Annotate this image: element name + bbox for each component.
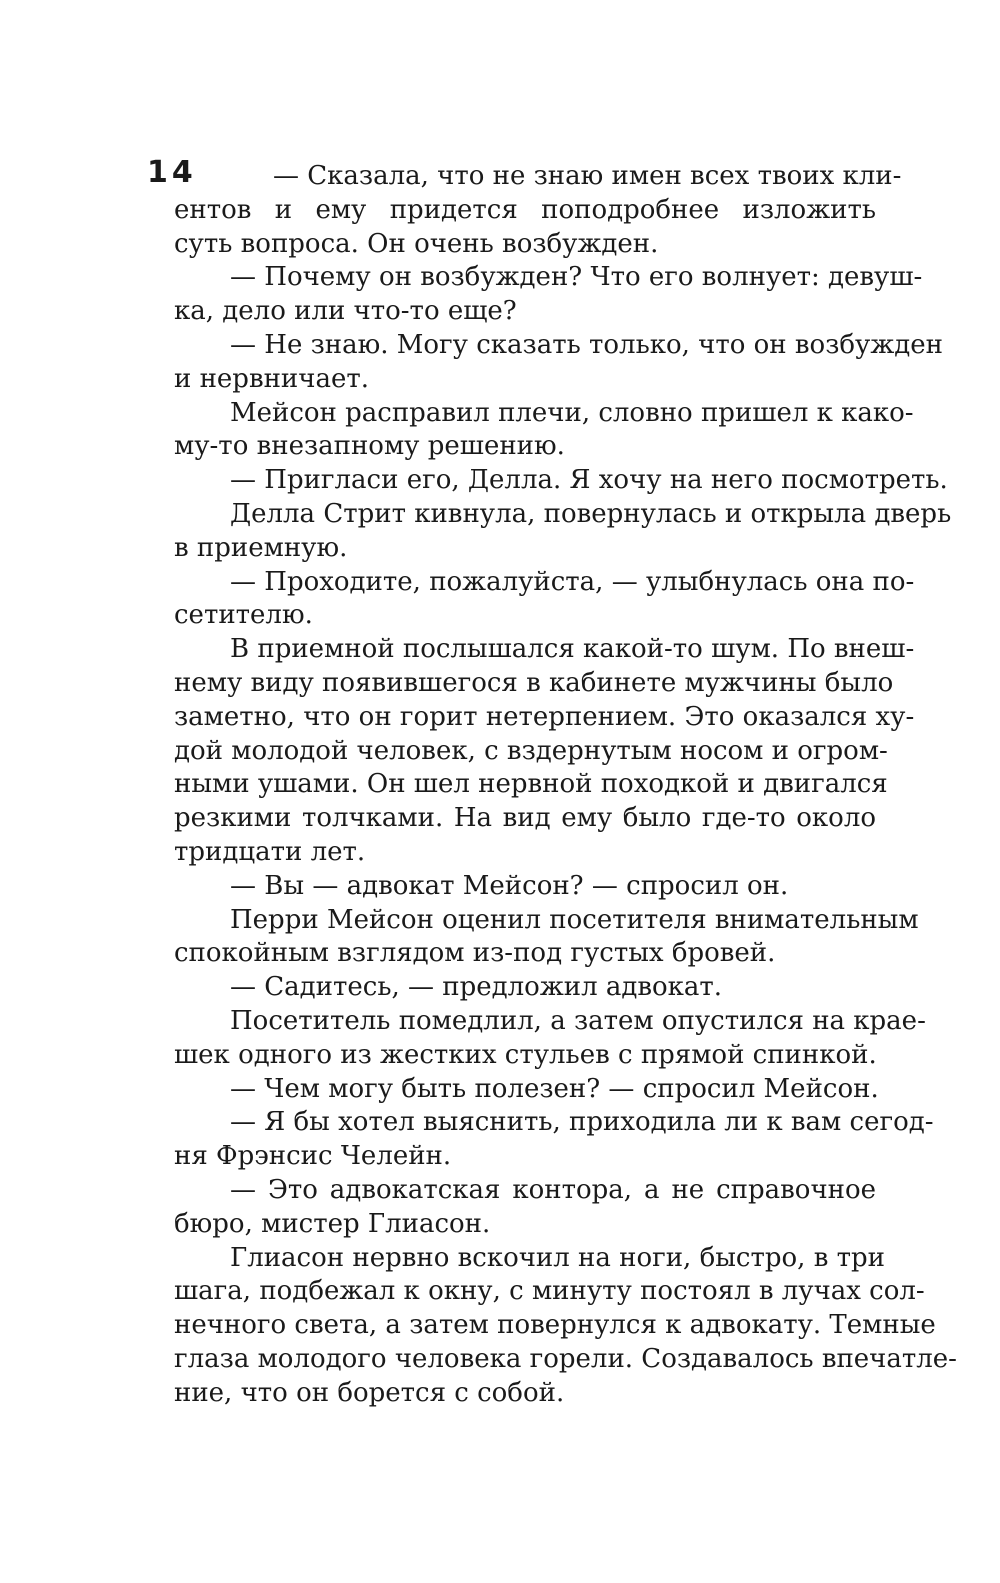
text-line: — Я бы хотел выяснить, приходила ли к вам сегод-	[230, 1107, 934, 1138]
text-line: суть вопроса. Он очень возбужден.	[174, 228, 659, 259]
text-line: нечного света, а затем повернулся к адвокату. Темные	[174, 1310, 936, 1341]
text-line: глаза молодого человека горели. Создавалось впечатле-	[174, 1343, 957, 1374]
text-line: и нервничает.	[174, 363, 369, 394]
text-line: Делла Стрит кивнула, повернулась и открыла дверь	[230, 498, 952, 529]
text-line: — Это адвокатская контора, а не справочное	[230, 1174, 876, 1205]
body-text	[174, 160, 957, 1410]
text-line: нему виду появившегося в кабинете мужчины было	[174, 667, 894, 698]
page-number: 14	[147, 155, 197, 190]
text-line: дой молодой человек, с вздернутым носом и огром-	[174, 735, 888, 766]
text-line: В приемной послышался какой-то шум. По внеш-	[230, 634, 915, 665]
text-line: резкими толчками. На вид ему было где-то около	[174, 803, 876, 834]
text-line: — Чем могу быть полезен? — спросил Мейсон.	[230, 1073, 879, 1104]
text-line: шага, подбежал к окну, с минуту постоял в лучах сол-	[174, 1276, 925, 1307]
text-line: — Садитесь, — предложил адвокат.	[230, 972, 723, 1003]
text-line: — Вы — адвокат Мейсон? — спросил он.	[230, 870, 789, 901]
text-line: Посетитель помедлил, а затем опустился на крае-	[230, 1005, 926, 1036]
text-line: тридцати лет.	[174, 836, 366, 867]
text-line: ка, дело или что-то еще?	[174, 296, 517, 327]
text-line: — Сказала, что не знаю имен всех твоих кли-	[273, 161, 902, 191]
text-line: — Пригласи его, Делла. Я хочу на него посмотреть.	[230, 465, 948, 496]
text-line: — Не знаю. Могу сказать только, что он возбужден	[230, 329, 943, 360]
text-line: в приемную.	[174, 532, 348, 563]
text-line: спокойным взглядом из-под густых бровей.	[174, 938, 776, 969]
text-line: — Проходите, пожалуйста, — улыбнулась она по-	[230, 566, 915, 597]
text-line: бюро, мистер Глиасон.	[174, 1208, 491, 1239]
text-line: ентов и ему придется поподробнее изложить	[174, 194, 876, 225]
text-line: му-то внезапному решению.	[174, 431, 565, 462]
text-line: — Почему он возбужден? Что его волнует: девуш-	[230, 262, 923, 293]
text-line: ня Фрэнсис Челейн.	[174, 1141, 452, 1172]
text-line: Мейсон расправил плечи, словно пришел к како-	[230, 397, 914, 428]
text-line: заметно, что он горит нетерпением. Это оказался ху-	[174, 701, 915, 732]
text-line: Глиасон нервно вскочил на ноги, быстро, в три	[230, 1242, 885, 1273]
text-line: ными ушами. Он шел нервной походкой и двигался	[174, 769, 888, 800]
text-line: Перри Мейсон оценил посетителя внимательным	[230, 904, 919, 935]
text-line: шек одного из жестких стульев с прямой спинкой.	[174, 1039, 877, 1070]
text-line: сетителю.	[174, 600, 313, 631]
text-line: ние, что он борется с собой.	[174, 1377, 565, 1408]
